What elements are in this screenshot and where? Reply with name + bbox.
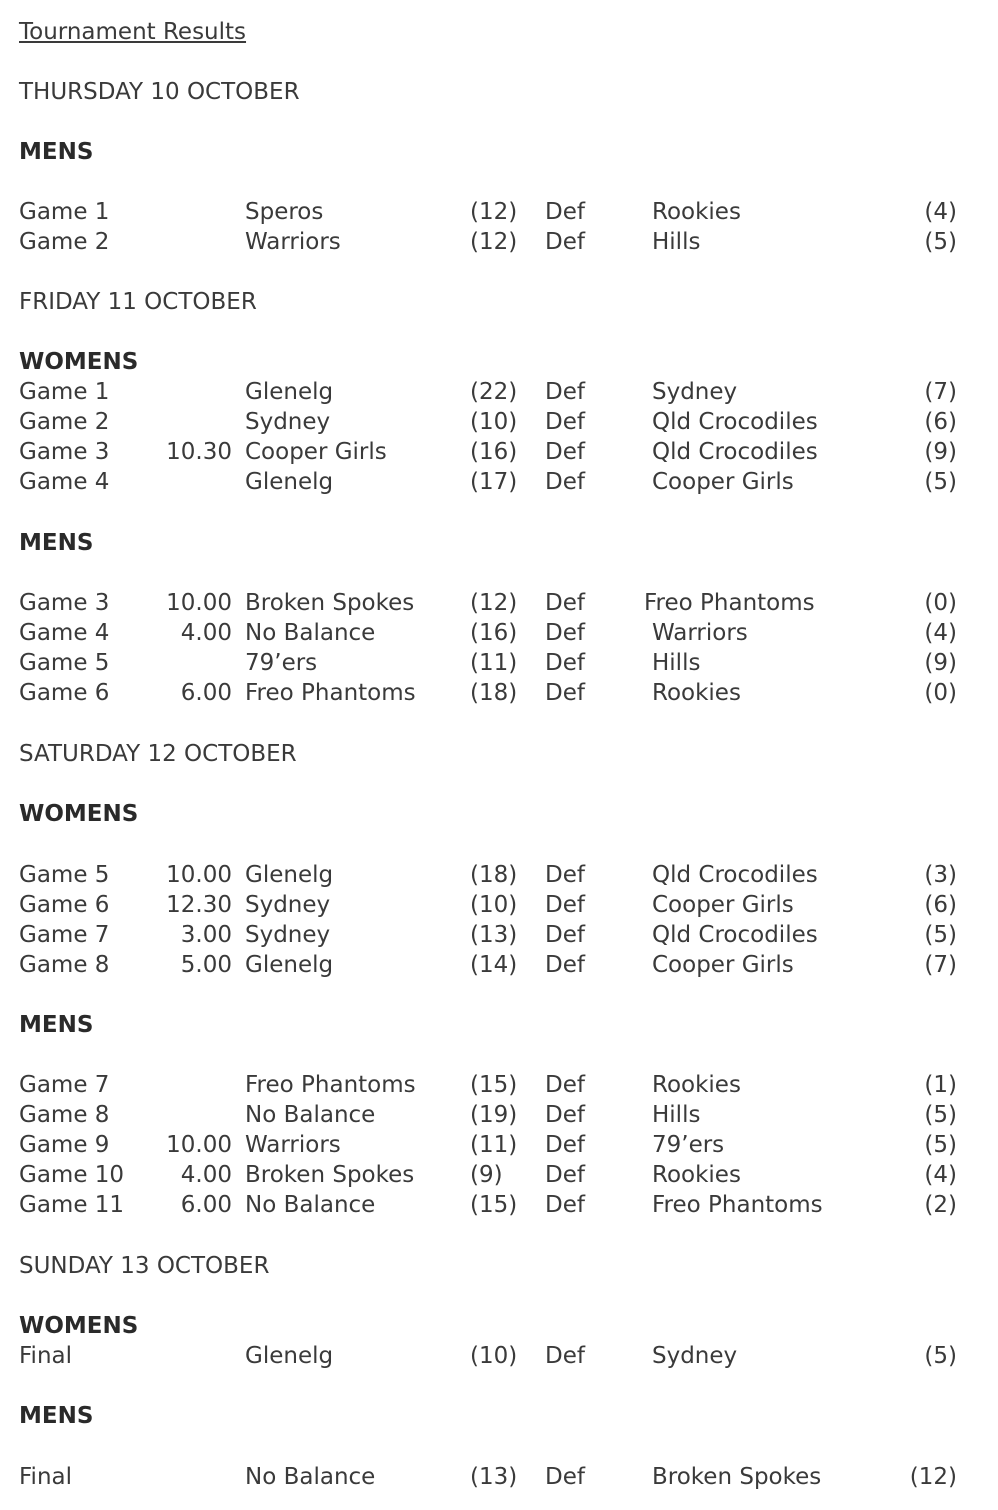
losing-team: Freo Phantoms [644,590,815,616]
winning-score: (12) [470,590,518,616]
result-row [0,950,998,980]
game-time: 10.00 [166,590,232,616]
winning-team: Sydney [245,922,331,948]
winning-score: (10) [470,409,518,435]
losing-score: (5) [924,469,957,495]
game-label: Game 6 [19,680,110,706]
def-label: Def [545,650,585,676]
losing-team: Cooper Girls [652,469,794,495]
losing-team: Broken Spokes [652,1464,822,1490]
losing-score: (3) [924,862,957,888]
result-row [0,1160,998,1190]
losing-team: Rookies [652,1162,741,1188]
losing-team: Rookies [652,680,741,706]
def-label: Def [545,229,585,255]
def-label: Def [545,1102,585,1128]
losing-team: Qld Crocodiles [652,862,818,888]
losing-team: Cooper Girls [652,892,794,918]
game-time: 5.00 [180,952,232,978]
game-label: Game 5 [19,862,110,888]
result-row [0,618,998,648]
day-heading: SATURDAY 12 OCTOBER [19,741,297,767]
section-heading: WOMENS [19,349,139,375]
section-heading: MENS [19,1403,94,1429]
game-label: Game 10 [19,1162,125,1188]
losing-score: (5) [924,229,957,255]
def-label: Def [545,620,585,646]
def-label: Def [545,952,585,978]
result-row [0,1190,998,1220]
result-row [0,648,998,678]
winning-score: (15) [470,1192,518,1218]
losing-score: (2) [924,1192,957,1218]
result-row [0,920,998,950]
def-label: Def [545,1464,585,1490]
losing-score: (5) [924,1343,957,1369]
section-heading: MENS [19,1012,94,1038]
winning-score: (22) [470,379,518,405]
winning-team: No Balance [245,1192,376,1218]
game-label: Game 7 [19,922,110,948]
winning-score: (10) [470,892,518,918]
winning-team: Freo Phantoms [245,1072,416,1098]
game-time: 3.00 [180,922,232,948]
section-heading: MENS [19,530,94,556]
winning-team: Warriors [245,1132,341,1158]
winning-team: No Balance [245,620,376,646]
result-row [0,1462,998,1492]
winning-team: Broken Spokes [245,1162,415,1188]
result-row [0,890,998,920]
game-label: Game 3 [19,439,110,465]
winning-team: Glenelg [245,1343,334,1369]
game-label: Game 6 [19,892,110,918]
game-time: 4.00 [180,1162,232,1188]
losing-team: Sydney [652,1343,738,1369]
result-row [0,1341,998,1371]
winning-score: (17) [470,469,518,495]
winning-team: Speros [245,199,324,225]
winning-score: (16) [470,620,518,646]
def-label: Def [545,680,585,706]
game-label: Final [19,1343,73,1369]
game-time: 12.30 [166,892,232,918]
winning-team: Freo Phantoms [245,680,416,706]
losing-score: (6) [924,409,957,435]
winning-score: (15) [470,1072,518,1098]
losing-team: Hills [652,229,701,255]
losing-score: (4) [924,620,957,646]
result-row [0,1100,998,1130]
losing-score: (7) [924,952,957,978]
result-row [0,1070,998,1100]
losing-score: (5) [924,1132,957,1158]
def-label: Def [545,862,585,888]
def-label: Def [545,1192,585,1218]
def-label: Def [545,1162,585,1188]
section-heading: WOMENS [19,801,139,827]
losing-team: Warriors [652,620,748,646]
result-row [0,407,998,437]
game-label: Game 4 [19,469,110,495]
winning-team: 79’ers [245,650,318,676]
winning-score: (10) [470,1343,518,1369]
game-label: Game 8 [19,952,110,978]
game-time: 10.00 [166,862,232,888]
winning-team: Glenelg [245,952,334,978]
losing-team: Qld Crocodiles [652,409,818,435]
result-row [0,227,998,257]
winning-score: (18) [470,680,518,706]
def-label: Def [545,590,585,616]
result-row [0,678,998,708]
winning-score: (18) [470,862,518,888]
losing-team: Cooper Girls [652,952,794,978]
def-label: Def [545,379,585,405]
game-time: 10.30 [166,439,232,465]
winning-team: Glenelg [245,379,334,405]
result-row [0,860,998,890]
losing-team: Rookies [652,199,741,225]
losing-team: Rookies [652,1072,741,1098]
winning-score: (14) [470,952,518,978]
losing-score: (7) [924,379,957,405]
winning-team: Sydney [245,409,331,435]
winning-team: Glenelg [245,862,334,888]
winning-score: (16) [470,439,518,465]
game-label: Game 11 [19,1192,125,1218]
losing-score: (0) [924,590,957,616]
def-label: Def [545,892,585,918]
game-label: Game 5 [19,650,110,676]
result-row [0,197,998,227]
game-label: Game 4 [19,620,110,646]
def-label: Def [545,439,585,465]
winning-score: (11) [470,650,518,676]
losing-score: (9) [924,650,957,676]
game-label: Game 8 [19,1102,110,1128]
def-label: Def [545,1343,585,1369]
winning-score: (13) [470,922,518,948]
day-heading: THURSDAY 10 OCTOBER [19,79,300,105]
losing-score: (1) [924,1072,957,1098]
losing-team: Qld Crocodiles [652,439,818,465]
winning-team: Sydney [245,892,331,918]
losing-score: (9) [924,439,957,465]
game-label: Game 2 [19,229,110,255]
winning-team: No Balance [245,1102,376,1128]
losing-score: (4) [924,199,957,225]
losing-team: Hills [652,650,701,676]
losing-score: (5) [924,922,957,948]
game-label: Game 1 [19,199,110,225]
game-time: 4.00 [180,620,232,646]
result-row [0,1130,998,1160]
game-time: 6.00 [180,1192,232,1218]
def-label: Def [545,1072,585,1098]
winning-team: Warriors [245,229,341,255]
losing-score: (4) [924,1162,957,1188]
winning-score: (12) [470,199,518,225]
winning-team: Glenelg [245,469,334,495]
losing-score: (5) [924,1102,957,1128]
winning-score: (13) [470,1464,518,1490]
def-label: Def [545,469,585,495]
def-label: Def [545,199,585,225]
def-label: Def [545,1132,585,1158]
losing-score: (6) [924,892,957,918]
game-label: Game 7 [19,1072,110,1098]
result-row [0,588,998,618]
losing-team: Sydney [652,379,738,405]
game-label: Final [19,1464,73,1490]
winning-score: (19) [470,1102,518,1128]
section-heading: MENS [19,139,94,165]
winning-score: (12) [470,229,518,255]
result-row [0,467,998,497]
losing-team: Freo Phantoms [652,1192,823,1218]
winning-score: (9) [470,1162,503,1188]
result-row [0,377,998,407]
page-title: Tournament Results [19,19,247,45]
game-label: Game 1 [19,379,110,405]
losing-score: (12) [909,1464,957,1490]
game-label: Game 2 [19,409,110,435]
losing-team: Hills [652,1102,701,1128]
game-time: 10.00 [166,1132,232,1158]
day-heading: FRIDAY 11 OCTOBER [19,289,257,315]
losing-team: 79’ers [652,1132,725,1158]
winning-score: (11) [470,1132,518,1158]
losing-score: (0) [924,680,957,706]
result-row [0,437,998,467]
game-label: Game 3 [19,590,110,616]
section-heading: WOMENS [19,1313,139,1339]
game-label: Game 9 [19,1132,110,1158]
losing-team: Qld Crocodiles [652,922,818,948]
def-label: Def [545,922,585,948]
winning-team: Broken Spokes [245,590,415,616]
game-time: 6.00 [180,680,232,706]
day-heading: SUNDAY 13 OCTOBER [19,1253,270,1279]
winning-team: Cooper Girls [245,439,387,465]
def-label: Def [545,409,585,435]
winning-team: No Balance [245,1464,376,1490]
